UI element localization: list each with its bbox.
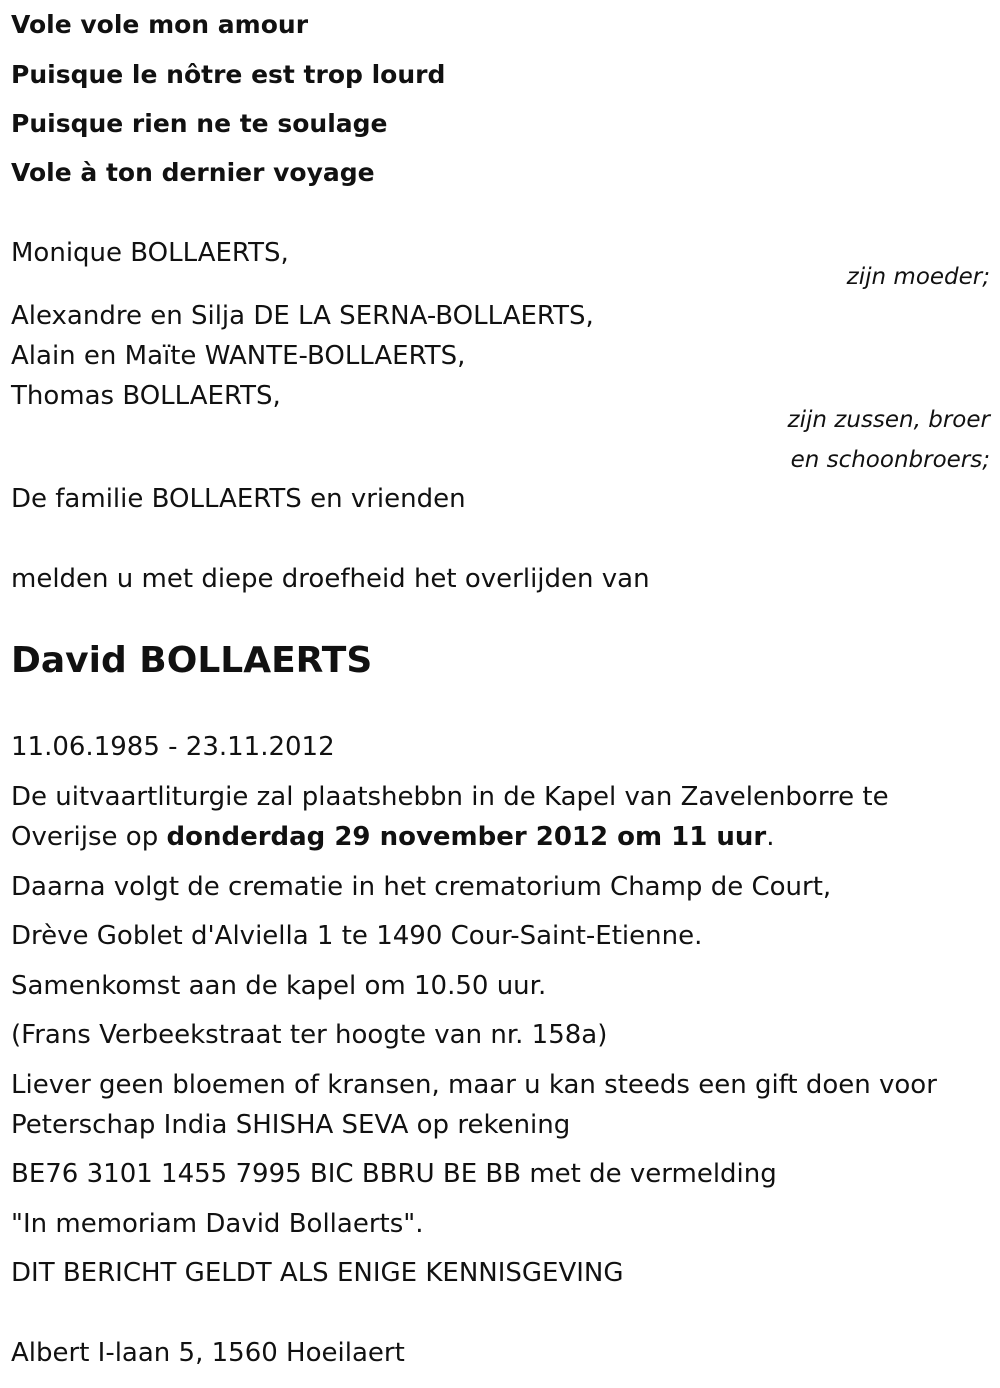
funeral-line-2-prefix: Overijse op [11, 822, 167, 852]
gathering-location: (Frans Verbeekstraat ter hoogte van nr. 158a) [11, 1020, 608, 1050]
funeral-line-2 [11, 821, 775, 853]
poem-line-4: Vole à ton dernier voyage [11, 158, 375, 187]
funeral-line-2-suffix: . [766, 822, 775, 852]
poem-line-3: Puisque rien ne te soulage [11, 109, 388, 138]
funeral-datetime: donderdag 29 november 2012 om 11 uur [166, 822, 767, 852]
family-others: De familie BOLLAERTS en vrienden [11, 484, 466, 514]
sibling-2: Alain en Maïte WANTE-BOLLAERTS, [11, 341, 466, 371]
deceased-dates: 11.06.1985 - 23.11.2012 [11, 732, 335, 762]
donation-line-4: "In memoriam David Bollaerts". [11, 1209, 424, 1239]
notice-line: DIT BERICHT GELDT ALS ENIGE KENNISGEVING [11, 1258, 624, 1288]
deceased-name: David BOLLAERTS [11, 640, 373, 681]
crematorium-address: Drève Goblet d'Alviella 1 te 1490 Cour-Saint-Etienne. [11, 921, 703, 951]
mother-name: Monique BOLLAERTS, [11, 238, 289, 268]
donation-line-2: Peterschap India SHISHA SEVA op rekening [11, 1110, 571, 1140]
gathering-line: Samenkomst aan de kapel om 10.50 uur. [11, 971, 547, 1001]
poem-line-1: Vole vole mon amour [11, 10, 309, 39]
family-address: Albert I-laan 5, 1560 Hoeilaert [11, 1338, 405, 1368]
funeral-line-1: De uitvaartliturgie zal plaatshebbn in de Kapel van Zavelenborre te [11, 782, 889, 812]
donation-line-1: Liever geen bloemen of kransen, maar u kan steeds een gift doen voor [11, 1070, 937, 1100]
siblings-role-1: zijn zussen, broer [787, 407, 990, 433]
announcement-text: melden u met diepe droefheid het overlijden van [11, 564, 650, 594]
siblings-role-2: en schoonbroers; [790, 447, 990, 473]
mother-role: zijn moeder; [846, 264, 990, 290]
sibling-1: Alexandre en Silja DE LA SERNA-BOLLAERTS, [11, 301, 594, 331]
sibling-3: Thomas BOLLAERTS, [11, 381, 281, 411]
cremation-line: Daarna volgt de crematie in het crematorium Champ de Court, [11, 872, 832, 902]
poem-line-2: Puisque le nôtre est trop lourd [11, 60, 446, 89]
donation-line-3: BE76 3101 1455 7995 BIC BBRU BE BB met de vermelding [11, 1159, 777, 1189]
